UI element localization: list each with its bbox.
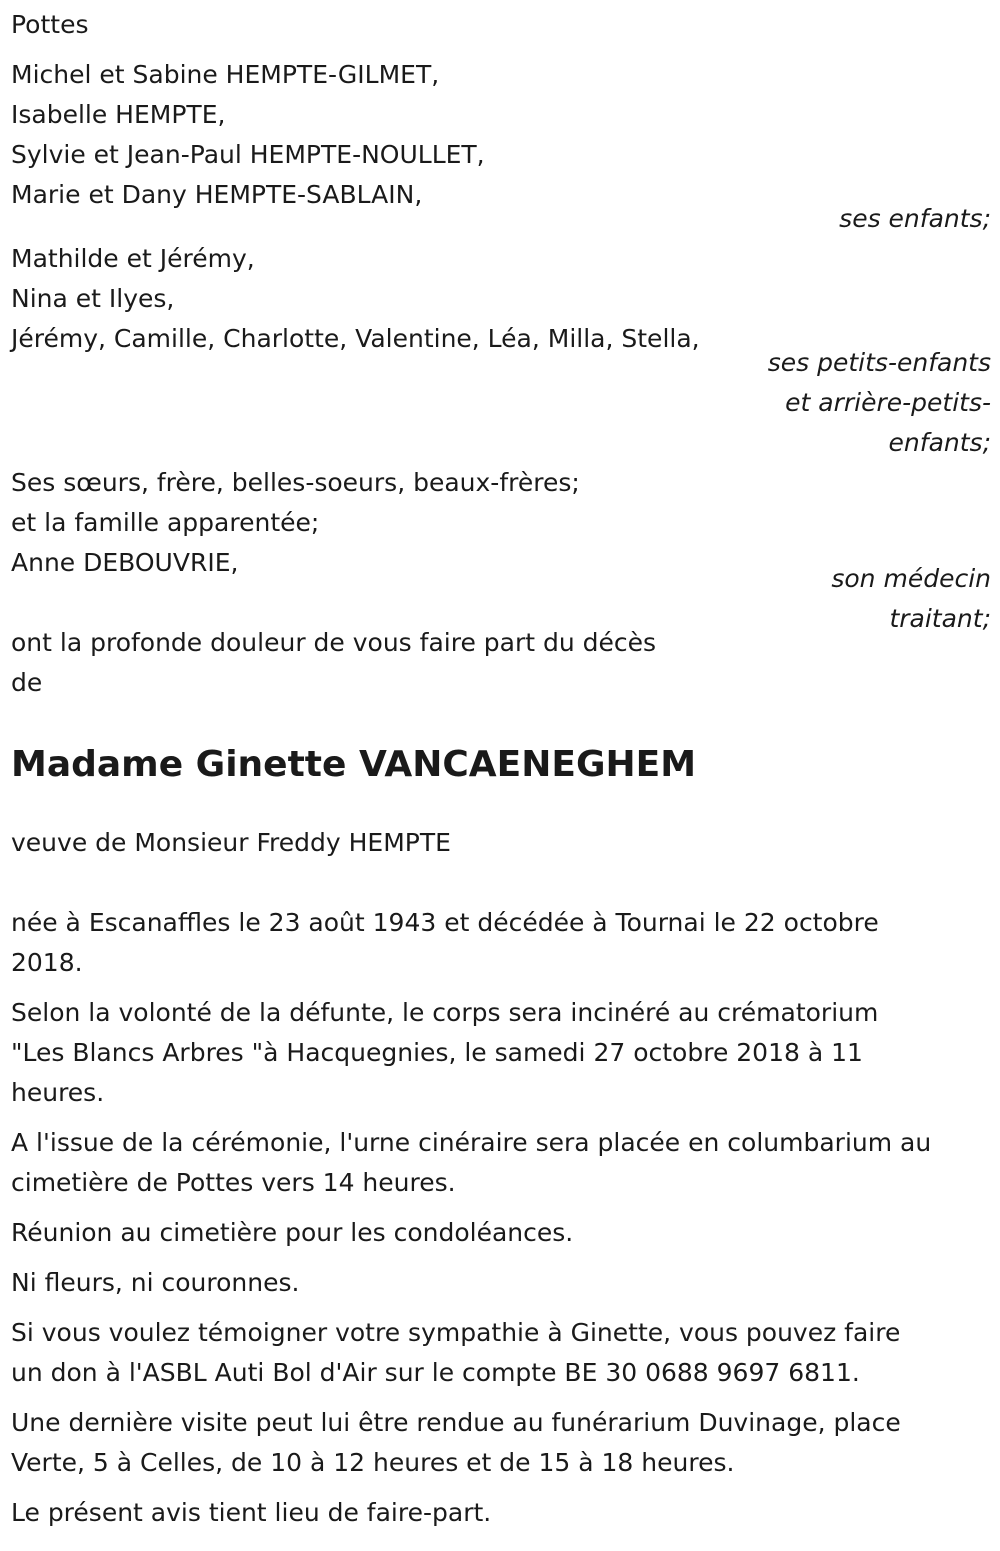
announcement-line: de xyxy=(11,668,43,697)
paragraph-line: Une dernière visite peut lui être rendue au funérarium Duvinage, place xyxy=(11,1408,901,1437)
locality: Pottes xyxy=(11,10,89,39)
detail-paragraph xyxy=(11,903,991,983)
grandchildren-group xyxy=(11,239,991,463)
detail-paragraph xyxy=(11,1403,991,1483)
family-line: Ses sœurs, frère, belles-soeurs, beaux-frères; xyxy=(11,468,580,497)
announcement-block xyxy=(11,564,991,703)
announcement-line: ont la profonde douleur de vous faire part du décès xyxy=(11,628,657,657)
child-line: Marie et Dany HEMPTE-SABLAIN, xyxy=(11,180,423,209)
paragraph-line: Si vous voulez témoigner votre sympathie à Ginette, vous pouvez faire xyxy=(11,1318,901,1347)
paragraph-line: 2018. xyxy=(11,948,83,977)
paragraph-line: "Les Blancs Arbres "à Hacquegnies, le samedi 27 octobre 2018 à 11 xyxy=(11,1038,863,1067)
family-line: Anne DEBOUVRIE, xyxy=(11,548,239,577)
paragraph-line: cimetière de Pottes vers 14 heures. xyxy=(11,1168,456,1197)
children-role: ses enfants; xyxy=(839,204,991,233)
detail-paragraph xyxy=(11,993,991,1113)
paragraph-line: Ni fleurs, ni couronnes. xyxy=(11,1268,300,1297)
child-line: Michel et Sabine HEMPTE-GILMET, xyxy=(11,60,440,89)
widow-of: veuve de Monsieur Freddy HEMPTE xyxy=(11,828,451,857)
detail-paragraph xyxy=(11,1263,991,1303)
grandchildren-role: ses petits-enfants xyxy=(767,348,991,377)
grandchild-line: Jérémy, Camille, Charlotte, Valentine, Léa, Milla, Stella, xyxy=(11,324,700,353)
paragraph-line: Réunion au cimetière pour les condoléances. xyxy=(11,1218,574,1247)
grandchild-line: Mathilde et Jérémy, xyxy=(11,244,255,273)
child-line: Isabelle HEMPTE, xyxy=(11,100,226,129)
family-line: et la famille apparentée; xyxy=(11,508,320,537)
doctor-role-line: son médecin xyxy=(831,564,991,593)
paragraph-line: un don à l'ASBL Auti Bol d'Air sur le compte BE 30 0688 9697 6811. xyxy=(11,1358,860,1387)
grandchildren-role: et arrière-petits- xyxy=(785,388,991,417)
paragraph-line: Verte, 5 à Celles, de 10 à 12 heures et de 15 à 18 heures. xyxy=(11,1448,735,1477)
deceased-name: Madame Ginette VANCAENEGHEM xyxy=(11,744,697,785)
details xyxy=(11,903,991,1533)
doctor-role-line: traitant; xyxy=(889,604,991,633)
obituary-notice xyxy=(11,5,991,1533)
detail-paragraph xyxy=(11,1123,991,1203)
paragraph-line: Le présent avis tient lieu de faire-part. xyxy=(11,1498,492,1527)
detail-paragraph xyxy=(11,1213,991,1253)
children-group xyxy=(11,55,991,239)
detail-paragraph xyxy=(11,1493,991,1533)
paragraph-line: A l'issue de la cérémonie, l'urne cinéraire sera placée en columbarium au xyxy=(11,1128,932,1157)
paragraph-line: Selon la volonté de la défunte, le corps sera incinéré au crématorium xyxy=(11,998,879,1027)
paragraph-line: heures. xyxy=(11,1078,105,1107)
grandchild-line: Nina et Ilyes, xyxy=(11,284,175,313)
detail-paragraph xyxy=(11,1313,991,1393)
doctor-role xyxy=(831,559,991,639)
grandchildren-role: enfants; xyxy=(888,428,991,457)
child-line: Sylvie et Jean-Paul HEMPTE-NOULLET, xyxy=(11,140,485,169)
paragraph-line: née à Escanaffles le 23 août 1943 et décédée à Tournai le 22 octobre xyxy=(11,908,879,937)
